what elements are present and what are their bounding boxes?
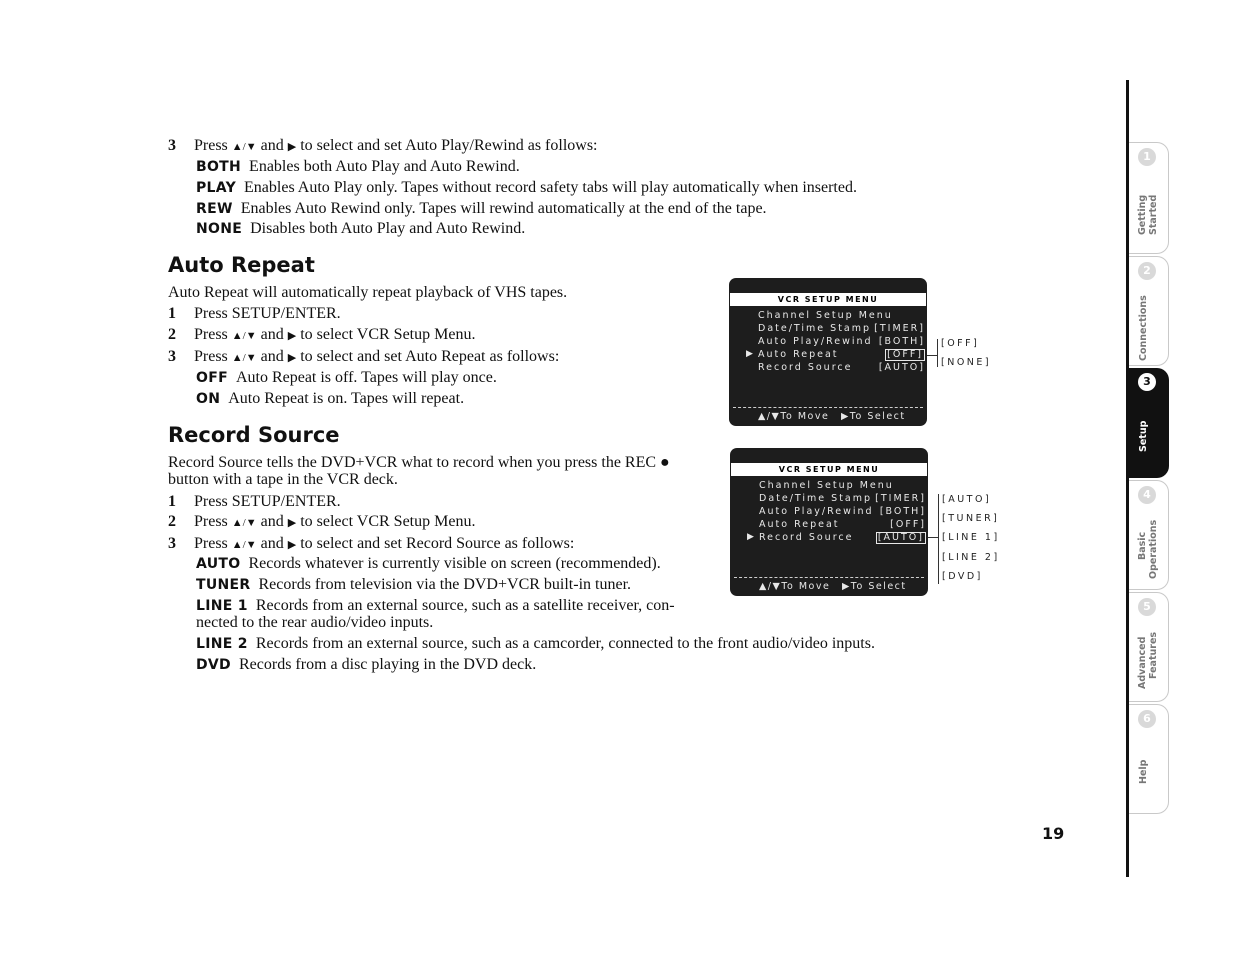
menu-row-auto-repeat: ▶ Auto Repeat [OFF] xyxy=(746,349,923,360)
chapter-6-icon: 6 xyxy=(1138,710,1156,728)
callout-line xyxy=(928,537,938,538)
tab-basic-operations[interactable] xyxy=(1129,480,1169,590)
auto-repeat-description: Auto Repeat will automatically repeat playback of VHS tapes. xyxy=(168,284,568,301)
menu-row-date-time-stamp: Date/Time Stamp [TIMER] xyxy=(758,323,925,334)
choice-dvd: [DVD] xyxy=(942,571,983,582)
chapter-4-icon: 4 xyxy=(1138,486,1156,504)
auto-repeat-step-3: 3 Press ▲/▼ and ▶ to select and set Auto Repeat as follows: xyxy=(168,348,560,365)
up-down-arrows-icon: ▲/▼ xyxy=(231,352,257,364)
chapter-5-icon: 5 xyxy=(1138,598,1156,616)
record-source-heading: Record Source xyxy=(168,423,340,447)
right-arrow-icon: ▶ xyxy=(287,539,297,551)
choice-tuner: [TUNER] xyxy=(942,513,1000,524)
option-line-1-continued: nected to the rear audio/video inputs. xyxy=(196,614,434,631)
auto-repeat-step-1: 1 Press SETUP/ENTER. xyxy=(168,305,341,322)
menu-row-record-source: Record Source [AUTO] xyxy=(758,362,925,373)
tab-label-line-2: Started xyxy=(1148,194,1159,235)
menu-title: VCR SETUP MENU xyxy=(730,293,926,306)
up-down-arrows-icon: ▲/▼ xyxy=(231,330,257,342)
tab-label-line-2: Features xyxy=(1148,631,1159,679)
tab-advanced-features[interactable] xyxy=(1129,592,1169,702)
menu-row-auto-play-rewind: Auto Play/Rewind [BOTH] xyxy=(758,336,925,347)
option-both: BOTH Enables both Auto Play and Auto Rewind. xyxy=(196,158,520,175)
choice-auto: [AUTO] xyxy=(942,494,992,505)
record-source-step-3: 3 Press ▲/▼ and ▶ to select and set Record Source as follows: xyxy=(168,535,575,552)
option-line-2: LINE 2 Records from an external source, such as a camcorder, connected to the front audio/video inputs. xyxy=(196,635,875,652)
up-down-arrows-icon: ▲/▼ xyxy=(231,141,257,153)
right-arrow-icon: ▶ xyxy=(287,141,297,153)
auto-repeat-heading: Auto Repeat xyxy=(168,253,315,277)
tab-label: Help xyxy=(1138,759,1149,784)
tab-setup[interactable] xyxy=(1129,368,1169,478)
menu-divider xyxy=(733,407,923,408)
tab-getting-started[interactable] xyxy=(1129,142,1169,254)
step-3-auto-play: 3 Press ▲/▼ and ▶ to select and set Auto Play/Rewind as follows: xyxy=(168,137,598,154)
chapter-3-icon: 3 xyxy=(1138,373,1156,391)
chapter-2-icon: 2 xyxy=(1138,262,1156,280)
menu-title: VCR SETUP MENU xyxy=(731,463,927,476)
tab-label: Basic xyxy=(1137,531,1148,560)
right-arrow-icon: ▶ xyxy=(287,352,297,364)
callout-line xyxy=(927,355,937,356)
option-dvd: DVD Records from a disc playing in the DVD deck. xyxy=(196,656,537,673)
menu-divider xyxy=(734,577,924,578)
menu-row-date-time-stamp: Date/Time Stamp [TIMER] xyxy=(759,493,926,504)
menu-row-record-source: ▶ Record Source [AUTO] xyxy=(747,532,924,543)
up-down-arrows-icon: ▲/▼ xyxy=(231,517,257,529)
option-off: OFF Auto Repeat is off. Tapes will play once. xyxy=(196,369,497,386)
tab-label-line-2: Operations xyxy=(1148,519,1159,579)
pointer-icon: ▶ xyxy=(746,349,753,359)
choice-off: [OFF] xyxy=(941,338,980,349)
right-arrow-icon: ▶ xyxy=(287,330,297,342)
choice-bracket xyxy=(938,494,939,584)
choice-line-1: [LINE 1] xyxy=(942,532,1000,543)
option-play: PLAY Enables Auto Play only. Tapes without record safety tabs will play automatically when inserted. xyxy=(196,179,857,196)
page-number: 19 xyxy=(1042,824,1065,843)
menu-row-auto-repeat: Auto Repeat [OFF] xyxy=(759,519,926,530)
choice-line-2: [LINE 2] xyxy=(942,552,1000,563)
record-source-step-2: 2 Press ▲/▼ and ▶ to select VCR Setup Menu. xyxy=(168,513,476,530)
choice-none: [NONE] xyxy=(941,357,992,368)
right-arrow-icon: ▶ xyxy=(287,517,297,529)
chapter-1-icon: 1 xyxy=(1138,148,1156,166)
vcr-setup-menu-screen-auto-repeat: VCR SETUP MENU Channel Setup Menu Date/Time Stamp [TIMER] Auto Play/Rewind [BOTH] ▶ Auto Repeat [OFF] Record Source [AUTO] ▲/▼To Move ▶To Select xyxy=(729,278,927,426)
option-on: ON Auto Repeat is on. Tapes will repeat. xyxy=(196,390,465,407)
option-line-1: LINE 1 Records from an external source, such as a satellite receiver, con- xyxy=(196,597,675,614)
menu-row-auto-play-rewind: Auto Play/Rewind [BOTH] xyxy=(759,506,926,517)
menu-row-channel-setup: Channel Setup Menu xyxy=(759,480,894,491)
up-down-arrows-icon: ▲/▼ xyxy=(231,539,257,551)
record-source-description-line-1: Record Source tells the DVD+VCR what to record when you press the REC ● xyxy=(168,454,670,471)
option-auto: AUTO Records whatever is currently visible on screen (recommended). xyxy=(196,555,661,572)
option-rew: REW Enables Auto Rewind only. Tapes will rewind automatically at the end of the tape. xyxy=(196,200,767,217)
tab-connections[interactable] xyxy=(1129,256,1169,366)
tab-label: Advanced xyxy=(1137,636,1148,689)
record-source-description-line-2: button with a tape in the VCR deck. xyxy=(168,471,398,488)
auto-repeat-step-2: 2 Press ▲/▼ and ▶ to select VCR Setup Menu. xyxy=(168,326,476,343)
pointer-icon: ▶ xyxy=(747,532,754,542)
tab-label: Getting xyxy=(1137,194,1148,235)
tab-label: Setup xyxy=(1138,420,1149,452)
record-source-step-1: 1 Press SETUP/ENTER. xyxy=(168,493,341,510)
choice-bracket xyxy=(937,339,938,367)
vcr-setup-menu-screen-record-source: VCR SETUP MENU Channel Setup Menu Date/Time Stamp [TIMER] Auto Play/Rewind [BOTH] Auto Repeat [OFF] ▶ Record Source [AUTO] ▲/▼To Move ▶To Select xyxy=(730,448,928,596)
option-none: NONE Disables both Auto Play and Auto Rewind. xyxy=(196,220,526,237)
option-tuner: TUNER Records from television via the DVD+VCR built-in tuner. xyxy=(196,576,632,593)
menu-row-channel-setup: Channel Setup Menu xyxy=(758,310,893,321)
tab-help[interactable] xyxy=(1129,704,1169,814)
tab-label: Connections xyxy=(1138,295,1149,361)
